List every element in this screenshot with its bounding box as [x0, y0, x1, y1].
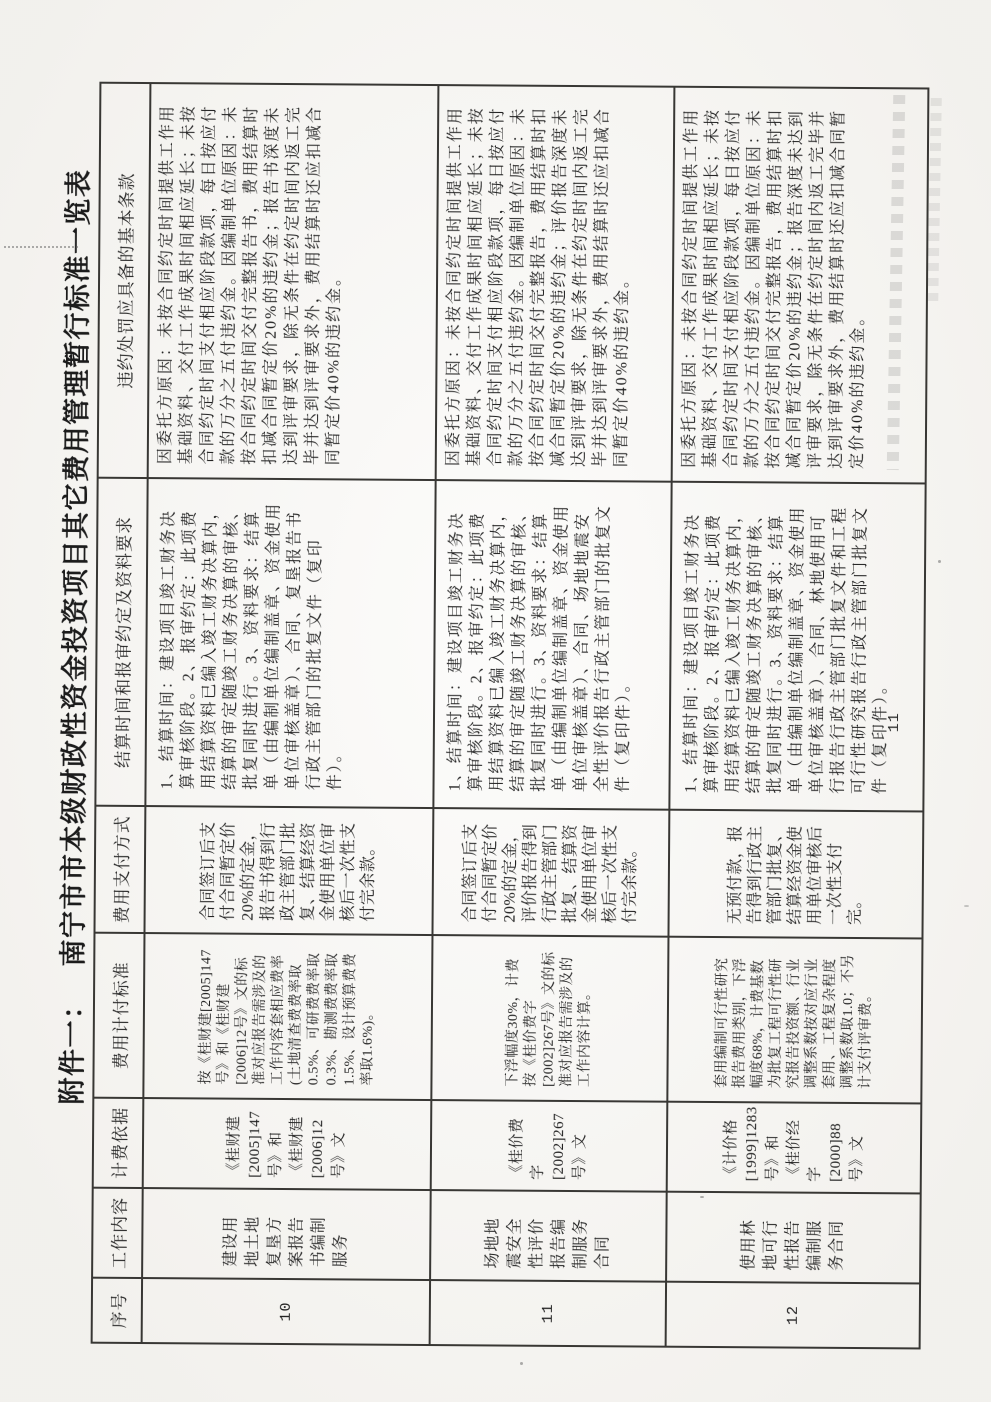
cell-r10-basis: 《桂财建[2005]147号》和《桂财建[2006]12号》文	[143, 1098, 432, 1190]
attachment-label: 附件一：	[57, 990, 89, 1105]
cell-r10-work: 建设用地土地复垦方案报告书编制服务	[142, 1188, 431, 1280]
cell-r12-work: 使用林地可行性报告编制服务合同	[666, 1192, 921, 1284]
cell-r11-basis: 《桂价费字[2002]267号》文	[431, 1100, 668, 1192]
cell-r10-standard: 按《桂财建[2005]147号》和《桂财建[2006]12号》文的标准对应报告需涉及的工作内容套相应费率(土地清查费费率取0.5%、可研费费率取0.3%、勘测费费率取1.5%、设计预算费费率取1.6%)。	[143, 933, 432, 1100]
scan-noise-speck	[938, 560, 941, 563]
cell-r11-no: 11	[430, 1280, 666, 1347]
cell-r10-penalty: 因委托方原因：未按合同约定时间提供工作用基础资料、交付工作成果时间相应延长；未按合同约定时间支付相应阶段款项，每日按应付款的万分之五付违约金。因编制单位原因：未按合同约定时间交付完整报告书，费用结算时扣减合同暂定价20%的违约金；报告书深度未达到评审要求，除无条件在约定时间内返工完毕并达到评审要求外，费用结算时还应扣减合同暂定价40%的违约金。	[148, 83, 439, 480]
document-title-text: 南宁市市本级财政性资金投资项目其它费用管理暂行标准一览表	[58, 168, 94, 967]
cell-r12-payment: 无预付款，报告得到行政主管部门批复、结算经资金使用单位审核后一次性支付完。	[668, 810, 923, 939]
cell-r11-payment: 合同签订后支付合同暂定价20%的定金，评价报告得到行政主管部门批复、结算资金使用单位审核后一次性支付完余款。	[432, 808, 669, 937]
scan-noise-speck	[964, 905, 969, 907]
header-cell-settlement: 结算时间和报审约定及资料要求	[95, 478, 147, 806]
cell-r10-no: 10	[142, 1278, 430, 1345]
scan-noise-speck	[700, 1196, 704, 1198]
standards-table	[91, 82, 930, 1350]
cell-r11-settlement: 1、结算时间：建设项目竣工财务决算审核阶段。2、报审约定：此项费用结算资料已编入竣工财务决算内，结算的审定随竣工财务决算的审核、批复同时进行。3、资料要求：结算单（由编制单位编制盖章、资金使用单位审核盖章）、合同、场地地震安全性评价报告行政主管部门的批复文件（复印件）。	[433, 480, 671, 810]
cell-r12-no: 12	[666, 1282, 920, 1349]
table-row	[430, 85, 675, 1347]
cell-r10-payment: 合同签订后支付合同暂定价20%的定金，报告书得到行政主管部门批复、结算经资金使用单位审核后一次性支付完余款。	[144, 806, 433, 935]
cell-r12-basis: 《计价格[1999]1283号》和《桂价经字[2000]88号》文	[667, 1102, 922, 1194]
cell-r11-standard: 下浮幅度30%，计费按《桂价费字[2002]267号》文的标准对应报告需涉及的工作内容计算。	[431, 935, 668, 1102]
header-cell-work: 工作内容	[92, 1188, 143, 1278]
header-cell-penalty: 违约处罚应具备的基本条款	[98, 83, 151, 478]
cell-r12-settlement: 1、结算时间：建设项目竣工财务决算审核阶段。2、报审约定：此项费用结算资料已编入竣工财务决算内，结算的审定随竣工财务决算的审核、批复同时进行。3、资料要求：结算单（由编制单位编制盖章、资金使用单位审核盖章）、合同、林地使用可行报告行政主管部门批复文件和工程可行性研究报告行政主管部门批复文件（复印件）。	[669, 482, 925, 812]
cell-r11-penalty: 因委托方原因：未按合同约定时间提供工作用基础资料、交付工作成果时间相应延长；未按合同约定时间支付相应阶段款项，每日按应付款的万分之五付违约金。因编制单位原因：未按合同约定时间交付完整报告，费用结算时扣减合同暂定价20%的违约金；评价报告深度未达到评审要求，除无条件在约定时间内返工完毕并达到评审要求外，费用结算时还应扣减合同暂定价40%的违约金。	[436, 85, 675, 482]
cell-r10-settlement: 1、结算时间：建设项目竣工财务决算审核阶段。2、报审约定：此项费用结算资料已编入竣工财务决算内，结算的审定随竣工财务决算的审核、批复同时进行。3、资料要求：结算单（由编制单位编制盖章、资金使用单位审核盖章）、合同、复垦报告书行政主管部门的批复文件（复印件）。	[145, 478, 435, 808]
cell-r11-work: 场地地震安全性评价报告编制服务合同	[430, 1190, 667, 1282]
cell-r12-penalty: 因委托方原因：未按合同约定时间提供工作用基础资料、交付工作成果时间相应延长；未按合同约定时间支付相应阶段款项，每日按应付款的万分之五付违约金。因编制单位原因：未按合同约定时间交付完整报告，费用结算时扣减合同暂定价20%的违约金；报告深度未达到评审要求，除无条件在约定时间内返工完毕并达到评审要求外，费用结算时还应扣减合同暂定价40%的违约金。	[672, 87, 929, 484]
header-cell-payment: 费用支付方式	[94, 806, 145, 933]
table-row	[142, 83, 439, 1345]
header-cell-standard: 费用计付标准	[93, 933, 144, 1098]
cell-r12-standard: 套用编制可行性研究报告费用类别，下浮幅度68%，计费基数为批复工程可行性研究报告投资额、行业调整系数按对应行业套用、工程复杂程度调整系数取1.0；不另计支付评审费。	[667, 937, 922, 1104]
page-number: 11	[885, 712, 904, 733]
header-cell-no: 序号	[92, 1278, 142, 1343]
table-header-row	[92, 83, 151, 1343]
scan-noise-dots	[4, 246, 78, 248]
page-title	[50, 168, 96, 1104]
scan-noise-speck	[520, 1362, 523, 1365]
header-cell-basis: 计费依据	[93, 1098, 144, 1188]
